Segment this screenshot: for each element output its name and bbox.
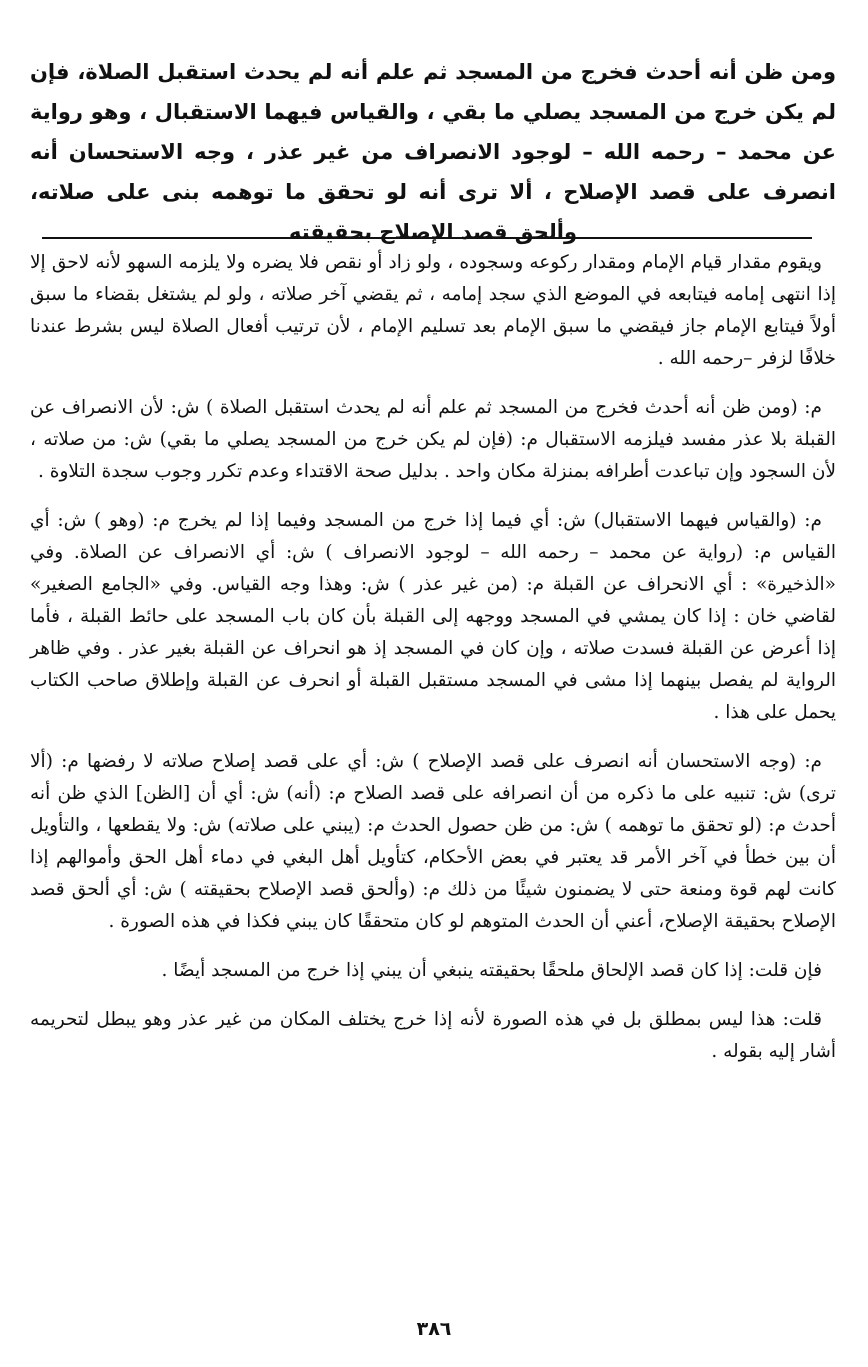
commentary-body	[30, 247, 836, 1085]
page-number: ٣٨٦	[416, 1318, 452, 1340]
commentary-paragraph: فإن قلت: إذا كان قصد الإلحاق ملحقًا بحقيقته ينبغي أن يبني إذا خرج من المسجد أيضًا .	[161, 960, 822, 981]
commentary-paragraph: قلت: هذا ليس بمطلق بل في هذه الصورة لأنه إذا خرج يختلف المكان من غير عذر وهو يبطل لتحريمه أشار إليه بقوله .	[30, 1009, 836, 1062]
commentary-paragraph: ويقوم مقدار قيام الإمام ومقدار ركوعه وسجوده ، ولو زاد أو نقص فلا يضره ولا يلزمه السهو لأنه لاحق إلا إذا انتهى إمامه فيتابعه في الموضع الذي سجد إمامه ، ثم يقضي آخر صلاته ، ولو لم يشتغل بقضاء ما سبق أولاً فيتابع الإمام جاز فيقضي ما سبق الإمام بعد تسليم الإمام ، لأن ترتيب أفعال الصلاة ليس بشرط عندنا خلافًا لزفر –رحمه الله .	[30, 252, 836, 369]
separator-line	[42, 237, 812, 239]
commentary-paragraph: م: (ومن ظن أنه أحدث فخرج من المسجد ثم علم أنه لم يحدث استقبل الصلاة ) ش: لأن الانصراف عن القبلة بلا عذر مفسد فيلزمه الاستقبال م: (فإن لم يكن خرج من المسجد يصلي ما بقي) ش: من صلاته ، لأن السجود وإن تباعدت أطرافه بمنزلة مكان واحد . بدليل صحة الاقتداء وعدم تكرر وجوب سجدة التلاوة .	[30, 397, 836, 482]
commentary-paragraph: م: (والقياس فيهما الاستقبال) ش: أي فيما إذا خرج من المسجد وفيما إذا لم يخرج م: (وهو ) ش: أي القياس م: (رواية عن محمد – رحمه الله – لوجود الانصراف ) ش: أي الانصراف عن الصلاة. وفي «الذخيرة» : أي الانحراف عن القبلة م: (من غير عذر ) ش: وهذا وجه القياس. وفي «الجامع الصغير» لقاضي خان : إذا كان يمشي في المسجد ووجهه إلى القبلة بأن كان باب المسجد على حائط القبلة ، فأما إذا أعرض عن القبلة فسدت صلاته ، وإن كان في المسجد إذ هو انحراف عن القبلة بغير عذر . وفي ظاهر الرواية لم يفصل بينهما إذا مشى في المسجد مستقبل القبلة أو انحرف عن القبلة وإطلاق صاحب الكتاب يحمل على هذا .	[30, 510, 836, 723]
matn-text: ومن ظن أنه أحدث فخرج من المسجد ثم علم أنه لم يحدث استقبل الصلاة، فإن لم يكن خرج من المسجد يصلي ما بقي ، والقياس فيهما الاستقبال ، وهو رواية عن محمد – رحمه الله – لوجود الانصراف من غير عذر ، وجه الاستحسان أنه انصرف على قصد الإصلاح ، ألا ترى أنه لو تحقق ما توهمه بنى على صلاته، وألحق قصد الإصلاح بحقيقته	[30, 60, 836, 244]
commentary-paragraph: م: (وجه الاستحسان أنه انصرف على قصد الإصلاح ) ش: أي على قصد إصلاح صلاته لا رفضها م: (ألا ترى) ش: تنبيه على ما ذكره من أن انصرافه على قصد الصلاح م: (أنه) ش: أي أن [الظن] الذي ظن أنه أحدث م: (لو تحقق ما توهمه ) ش: من ظن حصول الحدث م: (يبني على صلاته) ش: ولا يقطعها ، والتأويل أن بين خطأ في آخر الأمر قد يعتبر في بعض الأحكام، كتأويل أهل البغي في دماء أهل الحق وأموالهم إذا كانت لهم قوة ومنعة حتى لا يضمنون شيئًا من ذلك م: (وألحق قصد الإصلاح بحقيقته ) ش: أي ألحق قصد الإصلاح بحقيقة الإصلاح، أعني أن الحدث المتوهم لو كان متحققًا كان يبني فكذا في هذه الصورة .	[30, 751, 836, 932]
